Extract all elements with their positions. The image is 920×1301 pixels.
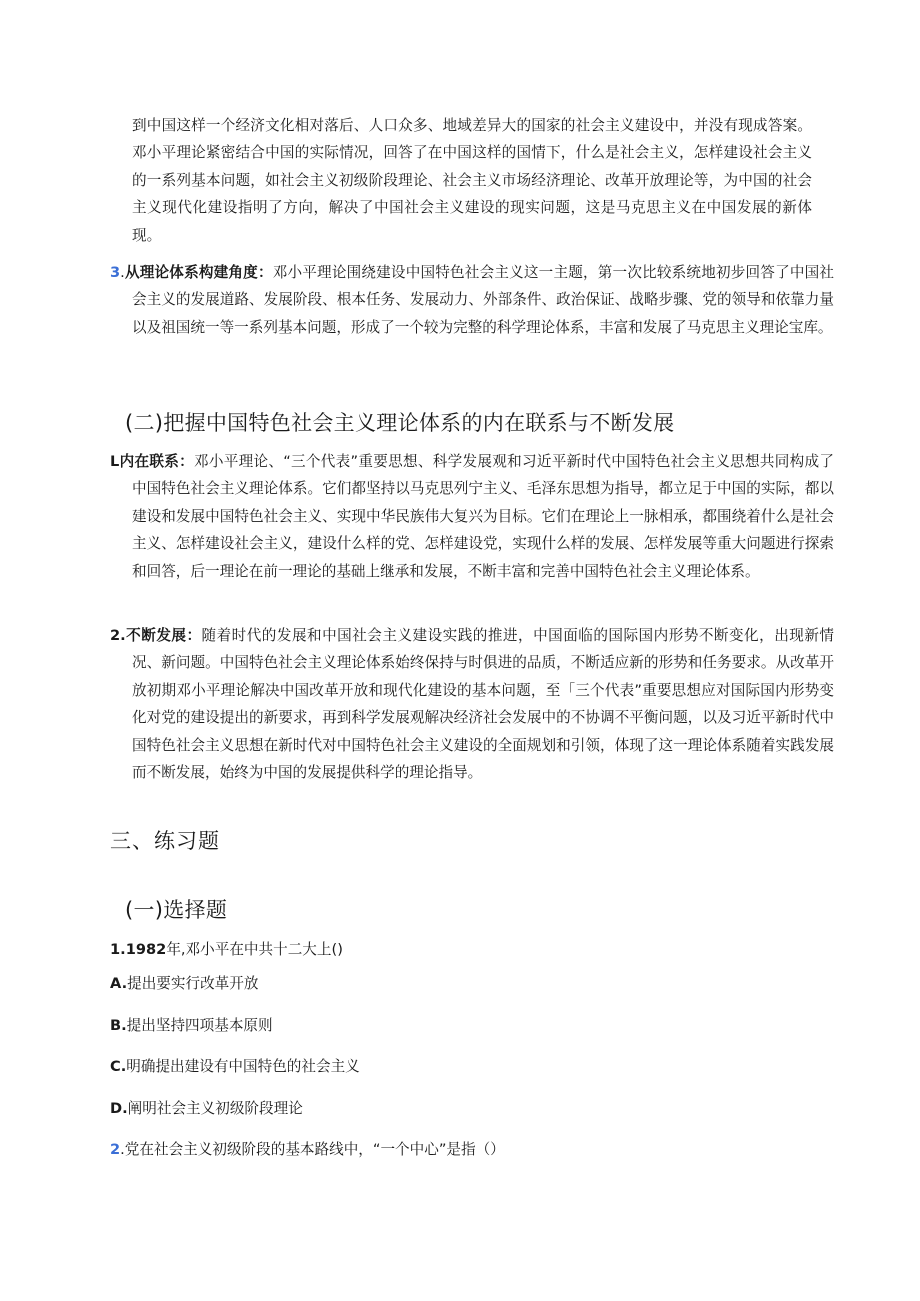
point-3-dot: . [120, 264, 125, 281]
question-1-option-a [110, 974, 258, 994]
option-c-letter: C. [110, 1058, 127, 1075]
option-c-text: 明确提出建设有中国特色的社会主义 [126, 1058, 360, 1075]
development-text: 随着时代的发展和中国社会主义建设实践的推进，中国面临的国际国内形势不断变化，出现新情况、新问题。中国特色社会主义理论体系始终保持与时俱进的品质，不断适应新的形势和任务要求。从改革开放初期邓小平理论解决中国改革开放和现代化建设的基本问题，至「三个代表”重要思想应对国际国内形势变化对党的建设提出的新要求，再到科学发展观解决经济社会发展中的不协调不平衡问题，以及习近平新时代中国特色社会主义思想在新时代对中国特色社会主义建设的全面规划和引领，体现了这一理论体系随着实践发展而不断发展，始终为中国的发展提供科学的理论指导。 [132, 627, 834, 782]
option-d-text: 阐明社会主义初级阶段理论 [127, 1100, 303, 1117]
question-1-option-c [110, 1057, 360, 1077]
question-1-option-d [110, 1099, 303, 1119]
question-2-number: 2 [110, 1141, 121, 1158]
option-d-letter: D. [110, 1100, 128, 1117]
inner-link-text: 邓小平理论、“三个代表”重要思想、科学发展观和习近平新时代中国特色社会主义思想共同构成了中国特色社会主义理论体系。它们都坚持以马克思列宁主义、毛泽东思想为指导，都立足于中国的实际，都以建设和发展中国特色社会主义、实现中华民族伟大复兴为目标。它们在理论上一脉相承，都围绕着什么是社会主义、怎样建设社会主义，建设什么样的党、怎样建设党，实现什么样的发展、怎样发展等重大问题进行探索和回答，后一理论在前一理论的基础上继承和发展，不断丰富和完善中国特色社会主义理论体系。 [132, 453, 834, 580]
point-3-number: 3 [110, 264, 121, 281]
inner-link-label: L内在联系： [110, 453, 194, 470]
development-paragraph [110, 622, 834, 786]
section-3-heading: 三、练习题 [110, 829, 220, 853]
question-1-text: 年,邓小平在中共十二大上() [166, 941, 343, 958]
point-3-paragraph [110, 259, 834, 341]
point-3-text: 邓小平理论围绕建设中国特色社会主义这一主题，第一次比较系统地初步回答了中国社会主义的发展道路、发展阶段、根本任务、发展动力、外部条件、政治保证、战略步骤、党的领导和依靠力量以及祖国统一等一系列基本问题，形成了一个较为完整的科学理论体系，丰富和发展了马克思主义理论宝库。 [132, 264, 834, 336]
option-b-text: 提出坚持四项基本原则 [126, 1017, 273, 1034]
development-label: 2.不断发展： [110, 627, 202, 644]
point-3-label: 从理论体系构建角度： [124, 264, 273, 281]
question-1-option-b [110, 1016, 273, 1036]
question-2-stem [110, 1140, 505, 1160]
question-1-stem [110, 940, 343, 960]
inner-link-paragraph [110, 448, 834, 585]
subsection-2-heading: (二)把握中国特色社会主义理论体系的内在联系与不断发展 [125, 411, 675, 435]
option-a-text: 提出要实行改革开放 [127, 975, 259, 992]
option-a-letter: A. [110, 975, 128, 992]
question-2-text: .党在社会主义初级阶段的基本路线中，“一个中心”是指（） [120, 1141, 505, 1158]
choice-questions-heading: (一)选择题 [125, 898, 228, 922]
intro-continuation-paragraph: 到中国这样一个经济文化相对落后、人口众多、地域差异大的国家的社会主义建设中，并没有现成答案。邓小平理论紧密结合中国的实际情况，回答了在中国这样的国情下，什么是社会主义，怎样建设社会主义的一系列基本问题，如社会主义初级阶段理论、社会主义市场经济理论、改革开放理论等，为中国的社会主义现代化建设指明了方向，解决了中国社会主义建设的现实问题，这是马克思主义在中国发展的新体现。 [132, 117, 812, 244]
question-1-number: 1.1982 [110, 941, 167, 958]
option-b-letter: B. [110, 1017, 127, 1034]
